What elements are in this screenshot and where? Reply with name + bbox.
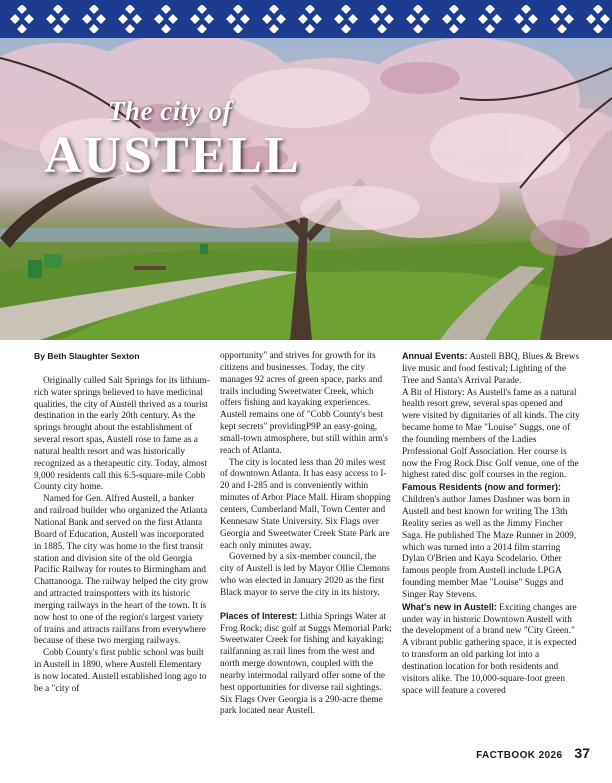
diamond-motif-icon (296, 5, 324, 33)
residents-text: Children's author James Dashner was born in Austell and best known for writing The 13th Reality series as well as the Jimmy Fincher Saga. He published The Maze Runner in 2009, which was turned into a 2014 film starring Dylan O'Brien and Kaya Scodelario. Other famous people from Austell include LPGA founding member Mae "Louise" Suggs and Singer Ray Stevens. (402, 495, 577, 600)
diamond-motif-icon (332, 5, 360, 33)
diamond-motif-icon (188, 5, 216, 33)
history-section: A Bit of History: As Austell's fame as a natural health resort grew, several spas opened and were visited by dignitaries of all kinds. The city became home to Mae "Louise" Suggs, one of the founding members of the Ladies Professional Golf Association. Her course is now the Frog Rock Disc Golf venue, one of the highest rated disc golf courses in the region. (402, 387, 580, 481)
diamond-motif-icon (404, 5, 432, 33)
paragraph: opportunity" and strives for growth for its citizens and businesses. Today, the city manages 92 acres of green space, parks and trails including Sweetwater Creek, which offers fishing and kayaking experiences. Austell remains one of "Cobb County's best kept secrets" providingP9P an easy-going, small-town atmosphere, but still within arm's reach of Atlanta. (220, 351, 388, 456)
byline: By Beth Slaughter Sexton (34, 351, 140, 361)
places-heading: Places of Interest: (220, 610, 298, 621)
hero-photo (0, 38, 612, 340)
events-heading: Annual Events: (402, 351, 468, 361)
whats-new-section (402, 602, 580, 698)
article-column-3 (402, 351, 580, 697)
paragraph: Cobb County's first public school was built in Austell in 1890, where Austell Elementary is now located. Austell established long ago to be a "city of (34, 648, 207, 694)
paragraph: Originally called Salt Springs for its lithium-rich water springs believed to have medicinal qualities, the city of Austell thrived as a tourist destination in the early 20th century. As the springs brought about the establishment of several resort spas, Austell rose to fame as a natural health resort and was historically recognized as a therapeutic city. Today, almost 9,000 residents call this 6.5-square-mile Cobb County city home. (34, 375, 210, 493)
diamond-motif-icon (512, 5, 540, 33)
article-column-1 (34, 351, 210, 696)
cherry-blossom-park-illustration (0, 38, 612, 340)
diamond-motif-icon (8, 5, 36, 33)
hero-title-line1: The city of (108, 96, 232, 126)
article-column-2 (220, 351, 392, 718)
diamond-motif-icon (368, 5, 396, 33)
diamond-motif-icon (584, 5, 612, 33)
diamond-motif-icon (116, 5, 144, 33)
page-number: 37 (574, 745, 590, 761)
places-text: Lithia Springs Water at Frog Rock; disc golf at Suggs Memorial Park; Sweetwater Creek for fishing and kayaking; railfanning as rail lines from the west and north merge downtown, coupled with the nearby intermodal railyard offer some of the best opportunities for diverse rail sightings. Six Flags Over Georgia is a 290-acre theme park located near Austell. (220, 611, 392, 717)
diamond-motif-icon (80, 5, 108, 33)
events-text: Austell BBQ, Blues & Brews live music and food festival; Lighting of the Tree and Santa's Arrival Parade. (402, 352, 580, 386)
whats-new-text: Exciting changes are under way in historic Downtown Austell with the development of a brand new "City Green." A vibrant public gathering space, it is expected to transform an old parking lot into a destination location for both residents and visitors alike. The 10,000-square-foot green space will feature a covered (402, 602, 577, 696)
paragraph: The city is located less than 20 miles west of downtown Atlanta. It has easy access to I-20 and I-285 and is conveniently within minutes of Arbor Place Mall. Hiram shopping centers, Cumberland Mall, Town Center and Kennesaw State University. Six Flags over Georgia and Sweetwater Creek State Park are each only minutes away. (220, 457, 391, 551)
diamond-motif-icon (260, 5, 288, 33)
publication-name: FACTBOOK 2026 (476, 750, 563, 761)
hero-title-line2: AUSTELL (44, 127, 301, 184)
page-footer (476, 745, 590, 763)
diamond-motif-icon (476, 5, 504, 33)
diamond-motif-icon (440, 5, 468, 33)
residents-heading: Famous Residents (now and former): (402, 482, 562, 493)
paragraph: Named for Gen. Alfred Austell, a banker and railroad builder who organized the Atlanta National Bank and served on the first Atlanta Board of Education, Austell was incorporated in 1885. The city was home to the first transit station and division site of the old Georgia Pacific Railway for routes to Birmingham and Chattanooga. The railway helped the city grow and attracted trainspotters with its historic merging railways in the heart of the town. It is now host to one of the region's largest variety of trains and attracts railfans from everywhere because of these two merging railways. (34, 494, 209, 647)
diamond-motif-icon (224, 5, 252, 33)
decorative-banner (0, 0, 612, 38)
whats-new-heading: What's new in Austell: (402, 601, 497, 612)
annual-events-section (402, 351, 580, 388)
paragraph: Governed by a six-member council, the city of Austell is led by Mayor Ollie Clemons who was elected in January 2020 as the first Black mayor to serve the city in its history. (220, 552, 390, 598)
diamond-motif-icon (548, 5, 576, 33)
famous-residents-section (402, 482, 580, 601)
diamond-motif-icon (152, 5, 180, 33)
diamond-motif-icon (44, 5, 72, 33)
places-of-interest-section (220, 611, 392, 719)
